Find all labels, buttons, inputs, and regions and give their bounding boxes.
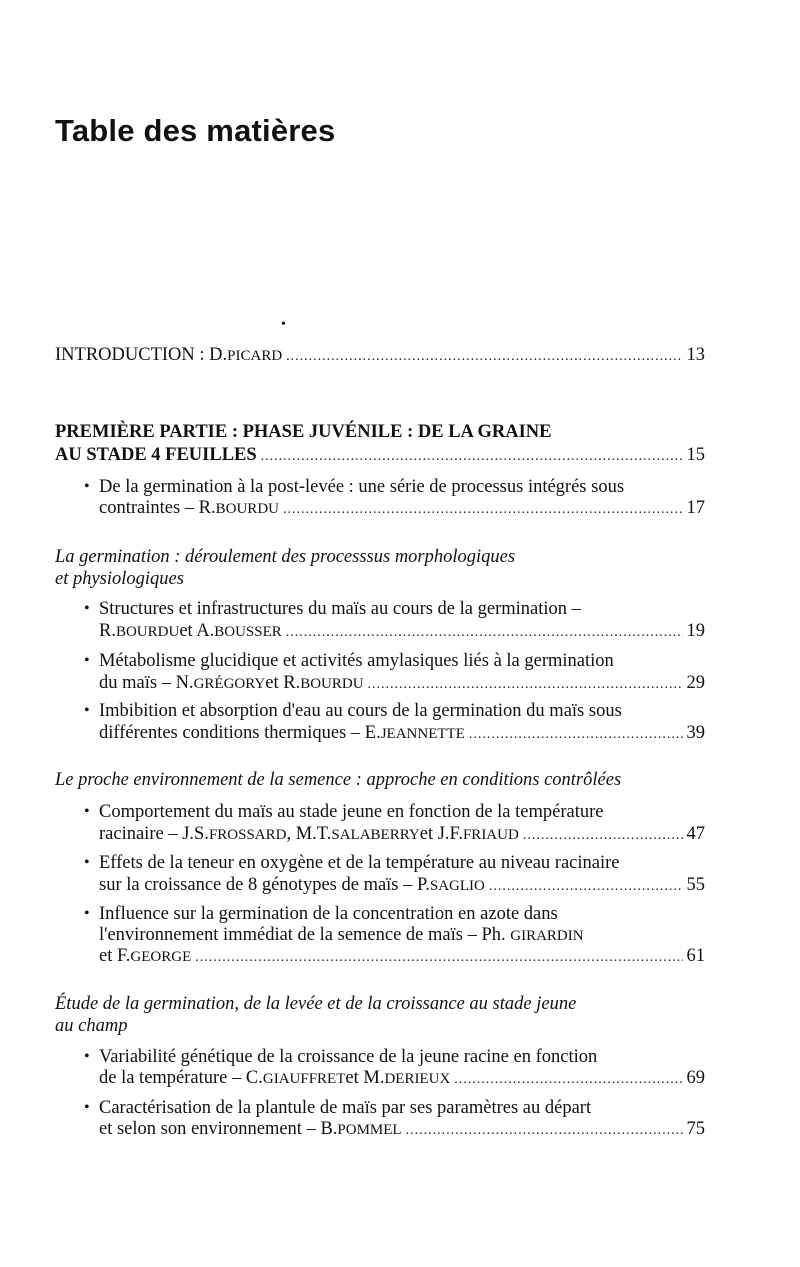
toc-entry[interactable] — [99, 873, 705, 897]
entry-title-line1: Variabilité génétique de la croissance de la jeune racine en fonction — [99, 1047, 598, 1067]
entry-title-line2: contraintes – R. — [99, 498, 216, 518]
leader-dots — [286, 621, 683, 645]
bullet-icon: • — [84, 702, 90, 719]
bullet-icon: • — [84, 478, 90, 495]
section-heading-germination-line2: et physiologiques — [55, 569, 184, 589]
entry-title-line2: racinaire – J.S. — [99, 824, 209, 844]
entry-title-line2b: et A. — [179, 621, 215, 641]
entry-title-line2: de la température – C. — [99, 1068, 263, 1088]
bullet-icon: • — [84, 600, 90, 617]
entry-title-line2: sur la croissance de 8 génotypes de maïs – P. — [99, 875, 430, 895]
entry-title-line2b: et M. — [345, 1068, 385, 1088]
entry-page: 55 — [686, 875, 705, 895]
section-heading-environnement: Le proche environnement de la semence : approche en conditions contrôlées — [55, 770, 622, 790]
toc-entry-introduction[interactable] — [55, 343, 705, 367]
entry-author: GIRARDIN — [510, 928, 584, 944]
entry-author: JEANNETTE — [380, 726, 465, 742]
entry-page: 19 — [686, 621, 705, 641]
entry-title-line2: du maïs – N. — [99, 673, 194, 693]
leader-dots — [286, 345, 682, 369]
section-heading-champ-line2: au champ — [55, 1016, 128, 1036]
entry-author: BOUSSER — [214, 624, 282, 640]
entry-author: GEORGE — [130, 949, 192, 965]
entry-title-line1: Structures et infrastructures du maïs au cours de la germination – — [99, 599, 581, 619]
entry-title-line1: Influence sur la germination de la concentration en azote dans — [99, 904, 558, 924]
entry-author: SALABERRY — [331, 827, 420, 843]
page-title: Table des matières — [55, 113, 336, 148]
leader-dots — [195, 946, 682, 970]
entry-author: BOURDU — [115, 624, 180, 640]
entry-title-line1b-text: l'environnement immédiat de la semence de maïs – Ph. — [99, 925, 511, 945]
entry-page: 75 — [686, 1119, 705, 1139]
entry-author: POMMEL — [337, 1122, 402, 1138]
leader-dots — [261, 445, 683, 469]
entry-title-line1: Caractérisation de la plantule de maïs par ses paramètres au départ — [99, 1098, 592, 1118]
toc-entry[interactable] — [99, 721, 705, 745]
stray-mark: • — [281, 317, 286, 332]
bullet-icon: • — [84, 854, 90, 871]
entry-author: BOURDU — [300, 676, 364, 692]
entry-author: GIAUFFRET — [262, 1071, 346, 1087]
entry-author: FROSSARD — [208, 827, 287, 843]
bullet-icon: • — [84, 1099, 90, 1116]
toc-entry[interactable] — [99, 944, 705, 968]
entry-author: PICARD — [227, 348, 283, 364]
toc-entry[interactable] — [99, 822, 705, 846]
part-heading-line1: PREMIÈRE PARTIE : PHASE JUVÉNILE : DE LA GRAINE — [55, 422, 552, 442]
part-heading-line2: AU STADE 4 FEUILLES — [55, 445, 257, 465]
entry-title-line2c: et J.F. — [419, 824, 463, 844]
toc-entry[interactable] — [99, 619, 705, 643]
entry-author: BOURDU — [215, 501, 279, 517]
entry-page: 47 — [686, 824, 705, 844]
toc-entry[interactable] — [99, 496, 705, 520]
toc-entry-part1[interactable] — [55, 443, 705, 467]
entry-page: 39 — [686, 723, 705, 743]
leader-dots — [469, 723, 683, 747]
bullet-icon: • — [84, 905, 90, 922]
entry-author: DERIEUX — [384, 1071, 451, 1087]
entry-label: INTRODUCTION : D. — [55, 345, 228, 365]
entry-page: 13 — [686, 345, 705, 365]
bullet-icon: • — [84, 1048, 90, 1065]
entry-author: GRÉGORY — [193, 676, 266, 692]
entry-title-line2: et selon son environnement – B. — [99, 1119, 338, 1139]
toc-entry[interactable] — [99, 1117, 705, 1141]
leader-dots — [368, 673, 683, 697]
bullet-icon: • — [84, 652, 90, 669]
toc-entry[interactable] — [99, 1066, 705, 1090]
entry-title-line2: différentes conditions thermiques – E. — [99, 723, 381, 743]
entry-author: SAGLIO — [429, 878, 485, 894]
section-heading-champ-line1: Étude de la germination, de la levée et de la croissance au stade jeune — [55, 994, 577, 1014]
entry-page: 15 — [686, 445, 705, 465]
entry-page: 69 — [686, 1068, 705, 1088]
entry-title-line1: Imbibition et absorption d'eau au cours de la germination du maïs sous — [99, 701, 622, 721]
leader-dots — [523, 824, 683, 848]
leader-dots — [489, 875, 683, 899]
leader-dots — [406, 1119, 683, 1143]
entry-title-line1: De la germination à la post-levée : une série de processus intégrés sous — [99, 477, 625, 497]
section-heading-germination-line1: La germination : déroulement des processsus morphologiques — [55, 547, 516, 567]
entry-title-line1: Effets de la teneur en oxygène et de la température au niveau racinaire — [99, 853, 620, 873]
entry-title-line2b: et R. — [265, 673, 301, 693]
leader-dots — [283, 498, 683, 522]
entry-page: 29 — [686, 673, 705, 693]
leader-dots — [454, 1068, 682, 1092]
entry-page: 17 — [686, 498, 705, 518]
entry-title-line1: Comportement du maïs au stade jeune en fonction de la température — [99, 802, 604, 822]
entry-author: FRIAUD — [462, 827, 519, 843]
entry-title-line1: Métabolisme glucidique et activités amylasiques liés à la germination — [99, 651, 614, 671]
entry-title-line2b: , M.T. — [286, 824, 332, 844]
toc-entry[interactable] — [99, 671, 705, 695]
entry-title-line2: R. — [99, 621, 116, 641]
entry-title-line2: et F. — [99, 946, 131, 966]
entry-page: 61 — [686, 946, 705, 966]
bullet-icon: • — [84, 803, 90, 820]
